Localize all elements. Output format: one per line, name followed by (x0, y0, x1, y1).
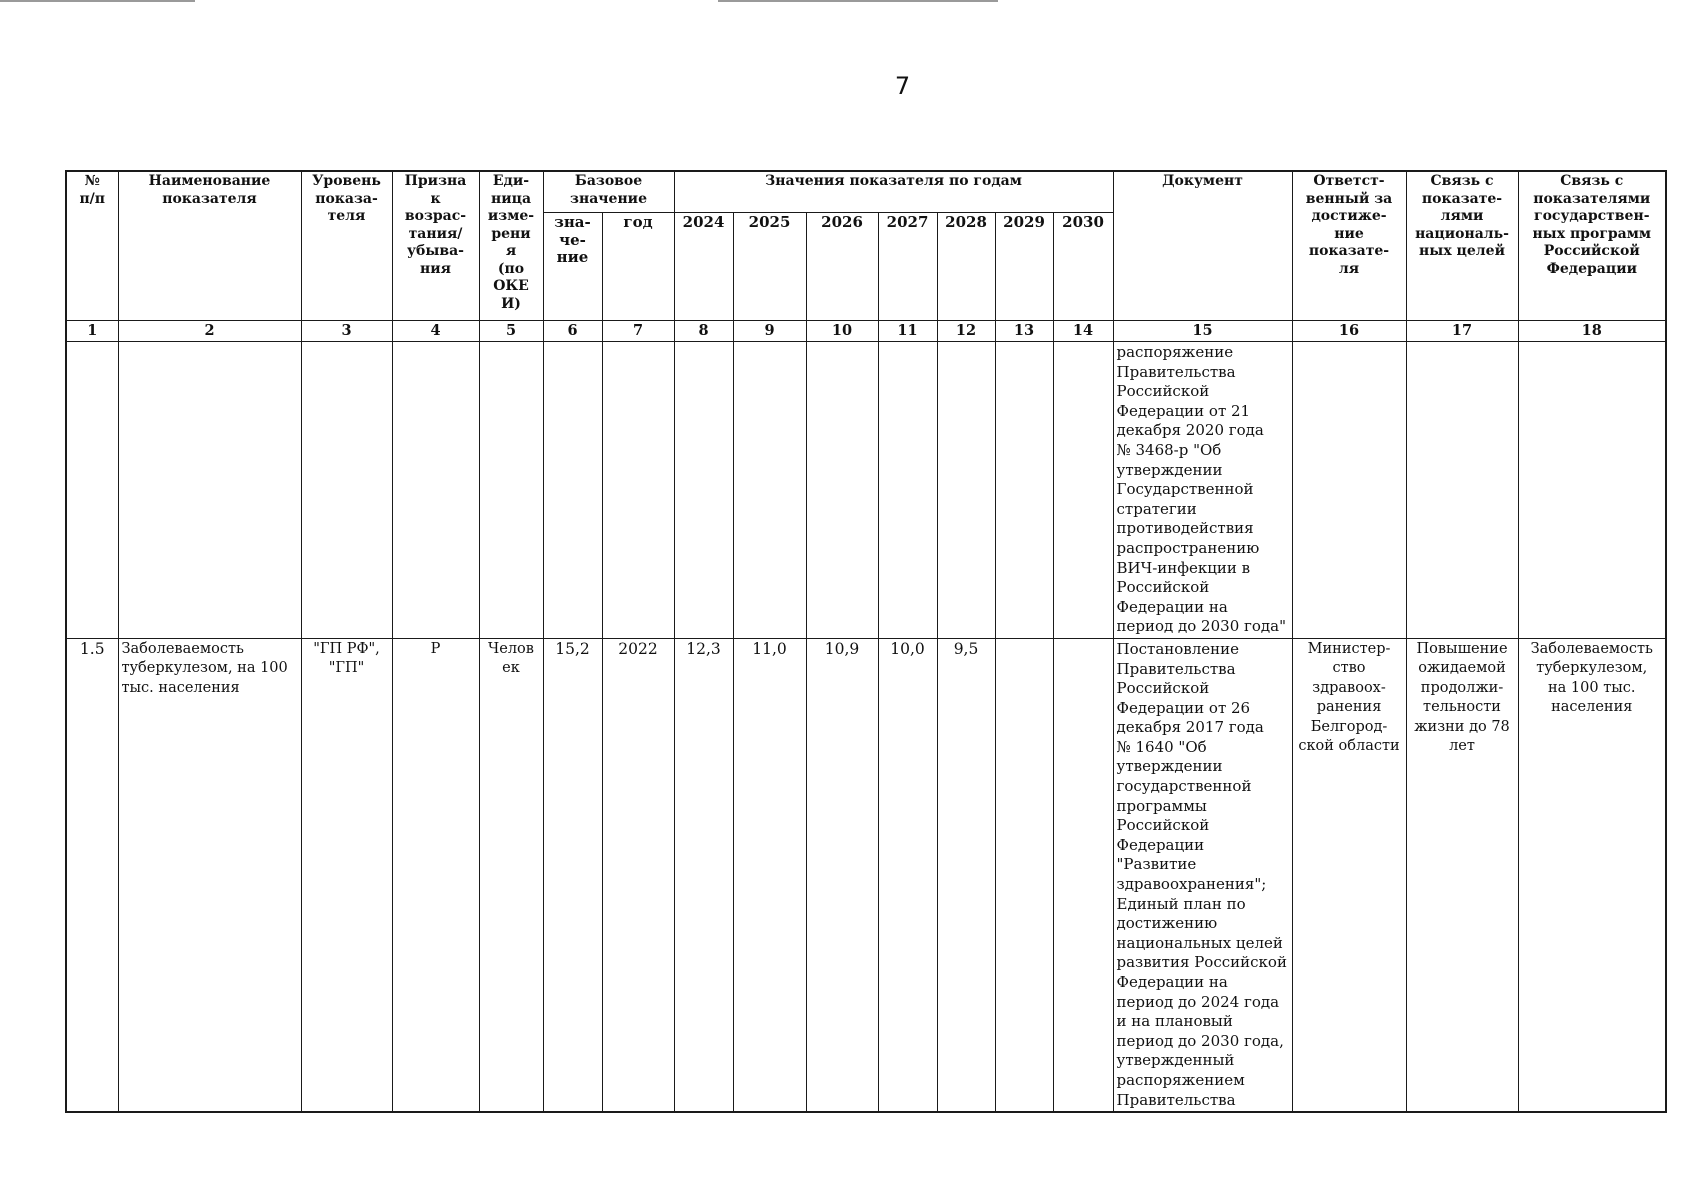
indicator-level: "ГП РФ", "ГП" (301, 638, 392, 1112)
column-number: 14 (1053, 321, 1113, 342)
page-number: 7 (894, 72, 911, 100)
scan-edge-line (718, 0, 998, 2)
base-value: 15,2 (543, 638, 602, 1112)
indicators-table (65, 170, 1667, 1113)
empty-cell (878, 342, 937, 639)
column-number: 12 (937, 321, 995, 342)
column-number: 3 (301, 321, 392, 342)
value-2025: 11,0 (733, 638, 806, 1112)
value-2027: 10,0 (878, 638, 937, 1112)
col-header-values-by-year: Значения показателя по годам (674, 171, 1113, 213)
empty-cell (1292, 342, 1406, 639)
column-number: 1 (66, 321, 118, 342)
col-header-base-year: год (602, 213, 674, 321)
column-number: 6 (543, 321, 602, 342)
column-number: 10 (806, 321, 878, 342)
value-2030 (1053, 638, 1113, 1112)
empty-cell (1406, 342, 1518, 639)
indicator-name: Заболеваемость туберкулезом, на 100 тыс. населения (118, 638, 301, 1112)
col-header-document: Документ (1113, 171, 1292, 321)
empty-cell (806, 342, 878, 639)
empty-cell (301, 342, 392, 639)
link-state-cell: Заболеваемость туберкулезом, на 100 тыс. населения (1518, 638, 1666, 1112)
empty-cell (733, 342, 806, 639)
col-header-level: Уровень показа- теля (301, 171, 392, 321)
indicator-sign: Р (392, 638, 479, 1112)
col-header-year: 2027 (878, 213, 937, 321)
empty-cell (995, 342, 1053, 639)
value-2026: 10,9 (806, 638, 878, 1112)
col-header-year: 2028 (937, 213, 995, 321)
empty-cell (937, 342, 995, 639)
table-row (66, 638, 1666, 1112)
table-row (66, 342, 1666, 639)
column-number: 8 (674, 321, 733, 342)
document-cell: распоряжение Правительства Российской Федерации от 21 декабря 2020 года № 3468-р "Об утверждении Государственной стратегии противодействия распространению ВИЧ-инфекции в Российской Федерации на период до 2030 года" (1113, 342, 1292, 639)
column-number: 9 (733, 321, 806, 342)
empty-cell (674, 342, 733, 639)
base-year: 2022 (602, 638, 674, 1112)
link-national-cell: Повышение ожидаемой продолжи- тельности жизни до 78 лет (1406, 638, 1518, 1112)
value-2029 (995, 638, 1053, 1112)
header-row (66, 171, 1666, 213)
column-number: 16 (1292, 321, 1406, 342)
row-number: 1.5 (66, 638, 118, 1112)
document-cell: Постановление Правительства Российской Федерации от 26 декабря 2017 года № 1640 "Об утверждении государственной программы Российской Федерации "Развитие здравоохранения"; Единый план по достижению национальных целей развития Российской Федерации на период до 2024 года и на плановый период до 2030 года, утвержденный распоряжением Правительства (1113, 638, 1292, 1112)
scan-edge-line (0, 0, 195, 2)
column-number: 4 (392, 321, 479, 342)
empty-cell (1518, 342, 1666, 639)
column-number-row (66, 321, 1666, 342)
col-header-base-value: зна- че- ние (543, 213, 602, 321)
col-header-responsible: Ответст- венный за достиже- ние показате- ля (1292, 171, 1406, 321)
column-number: 17 (1406, 321, 1518, 342)
col-header-link-national: Связь с показате- лями националь- ных целей (1406, 171, 1518, 321)
empty-cell (392, 342, 479, 639)
column-number: 5 (479, 321, 543, 342)
col-header-year: 2029 (995, 213, 1053, 321)
column-number: 2 (118, 321, 301, 342)
empty-cell (66, 342, 118, 639)
col-header-unit: Еди- ница изме- рени я (по ОКЕ И) (479, 171, 543, 321)
empty-cell (118, 342, 301, 639)
col-header-link-state: Связь с показателями государствен- ных программ Российской Федерации (1518, 171, 1666, 321)
col-header-year: 2030 (1053, 213, 1113, 321)
col-header-year: 2024 (674, 213, 733, 321)
value-2028: 9,5 (937, 638, 995, 1112)
column-number: 11 (878, 321, 937, 342)
empty-cell (602, 342, 674, 639)
col-header-sign: Призна к возрас- тания/ убыва- ния (392, 171, 479, 321)
empty-cell (543, 342, 602, 639)
empty-cell (1053, 342, 1113, 639)
column-number: 15 (1113, 321, 1292, 342)
column-number: 18 (1518, 321, 1666, 342)
column-number: 7 (602, 321, 674, 342)
col-header-num: № п/п (66, 171, 118, 321)
col-header-year: 2026 (806, 213, 878, 321)
column-number: 13 (995, 321, 1053, 342)
col-header-name: Наименование показателя (118, 171, 301, 321)
col-header-year: 2025 (733, 213, 806, 321)
indicator-unit: Челов ек (479, 638, 543, 1112)
responsible-cell: Министер- ство здравоох- ранения Белгород- ской области (1292, 638, 1406, 1112)
col-header-base: Базовое значение (543, 171, 674, 213)
empty-cell (479, 342, 543, 639)
value-2024: 12,3 (674, 638, 733, 1112)
